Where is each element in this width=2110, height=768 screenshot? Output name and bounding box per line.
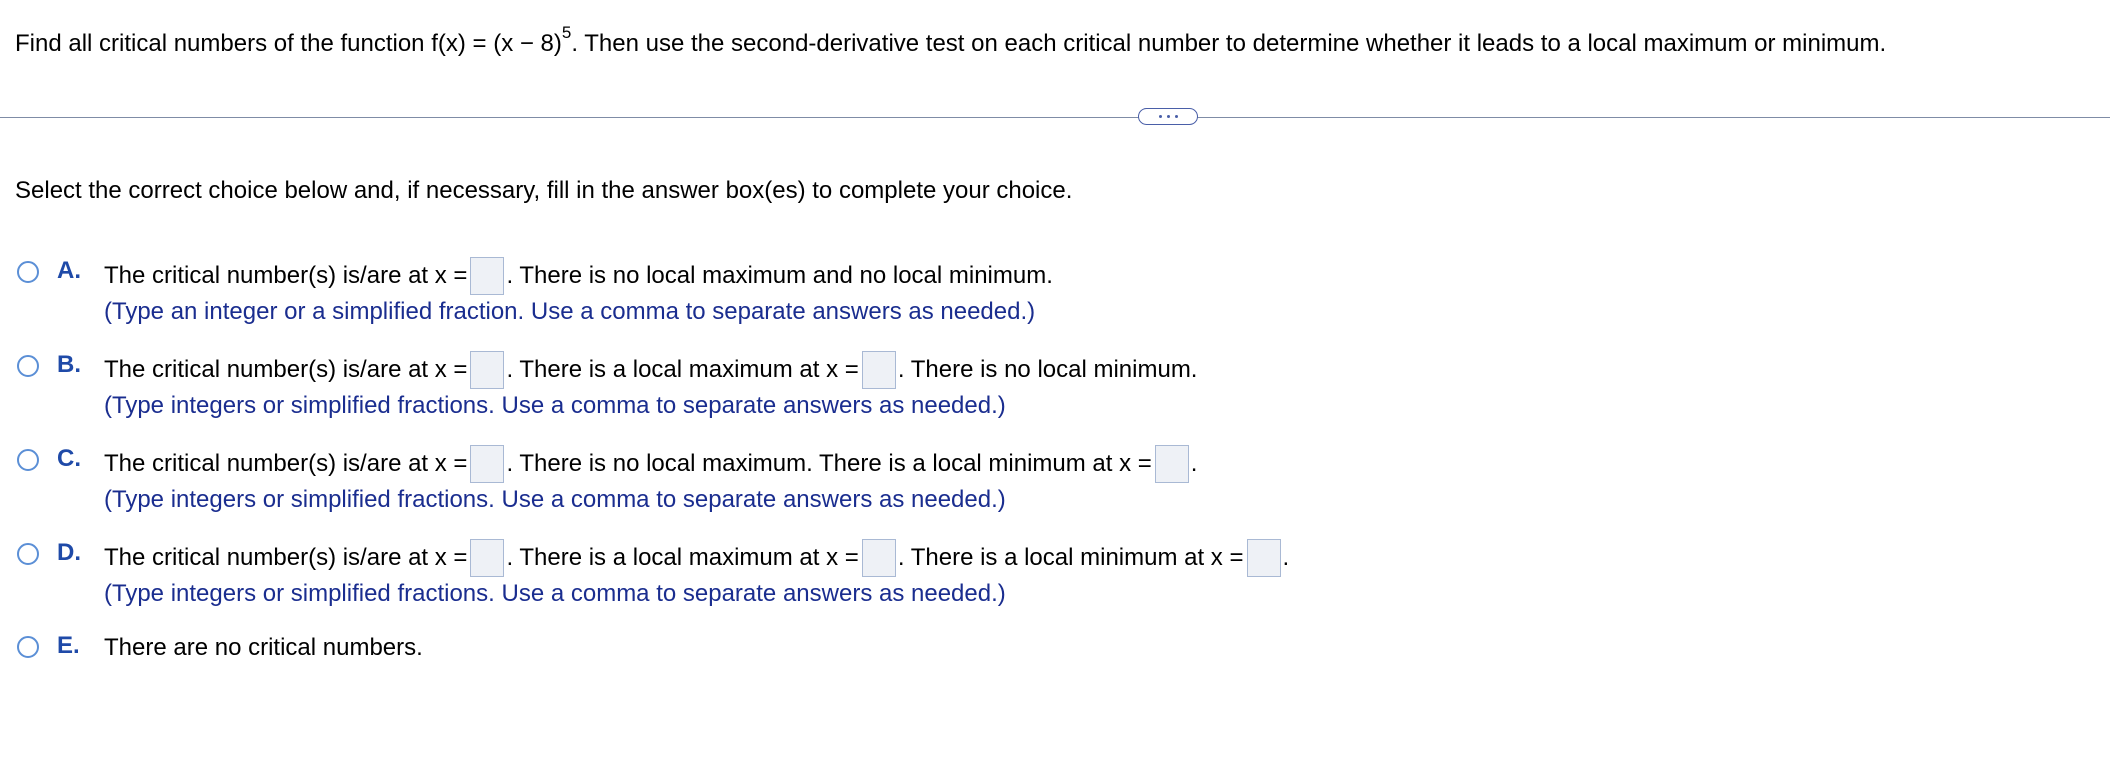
section-divider [0, 117, 2110, 118]
choice-e-statement [104, 632, 423, 664]
choice-c-min-input[interactable] [1155, 445, 1189, 483]
choice-a-hint: (Type an integer or a simplified fraction. Use a comma to separate answers as needed.) [104, 298, 1036, 325]
choice-c-hint: (Type integers or simplified fractions. Use a comma to separate answers as needed.) [104, 486, 1006, 513]
choice-b-critical-input[interactable] [470, 351, 504, 389]
choice-b-radio[interactable] [17, 355, 39, 377]
choice-d-radio[interactable] [17, 543, 39, 565]
instruction-text: Select the correct choice below and, if necessary, fill in the answer box(es) to complete your choice. [15, 177, 1073, 204]
choice-a-statement [104, 257, 1053, 295]
question-prefix: Find all critical numbers of the function f(x) = (x − 8) [15, 30, 562, 57]
choice-d-statement [104, 539, 1289, 577]
choice-d-max-input[interactable] [862, 539, 896, 577]
choice-d-text-2: . There is a local maximum at x = [506, 544, 859, 571]
choice-b-statement [104, 351, 1197, 389]
choice-e-letter: E. [57, 632, 80, 659]
question-exponent: 5 [561, 23, 572, 42]
ellipsis-icon [1159, 115, 1178, 118]
choice-c-text-3: . [1190, 450, 1198, 477]
choice-b-hint: (Type integers or simplified fractions. Use a comma to separate answers as needed.) [104, 392, 1006, 419]
choice-e-text-1: There are no critical numbers. [104, 634, 423, 661]
choice-b-text-2: . There is a local maximum at x = [506, 356, 859, 383]
choice-d-text-3: . There is a local minimum at x = [897, 544, 1244, 571]
choice-c-critical-input[interactable] [470, 445, 504, 483]
choice-b-text-3: . There is no local minimum. [897, 356, 1198, 383]
choice-b-max-input[interactable] [862, 351, 896, 389]
choice-b-letter: B. [57, 351, 81, 378]
choice-d-text-1: The critical number(s) is/are at x = [104, 544, 468, 571]
choice-a-text-2: . There is no local maximum and no local minimum. [506, 262, 1053, 289]
choice-b-text-1: The critical number(s) is/are at x = [104, 356, 468, 383]
choice-c-text-1: The critical number(s) is/are at x = [104, 450, 468, 477]
question-suffix: . Then use the second-derivative test on each critical number to determine whether it leads to a local maximum or minimum. [571, 30, 1887, 57]
choice-c-letter: C. [57, 445, 81, 472]
question-text [15, 20, 1886, 68]
choice-c-radio[interactable] [17, 449, 39, 471]
choice-a-text-1: The critical number(s) is/are at x = [104, 262, 468, 289]
choice-d-hint: (Type integers or simplified fractions. Use a comma to separate answers as needed.) [104, 580, 1006, 607]
choice-a-radio[interactable] [17, 261, 39, 283]
choice-a-critical-input[interactable] [470, 257, 504, 295]
choice-d-text-4: . [1282, 544, 1290, 571]
choice-d-letter: D. [57, 539, 81, 566]
choice-e-radio[interactable] [17, 636, 39, 658]
choice-d-min-input[interactable] [1247, 539, 1281, 577]
choice-d-critical-input[interactable] [470, 539, 504, 577]
choice-a-letter: A. [57, 257, 81, 284]
choice-c-statement [104, 445, 1197, 483]
expand-button[interactable] [1138, 108, 1198, 125]
choice-c-text-2: . There is no local maximum. There is a local minimum at x = [506, 450, 1152, 477]
